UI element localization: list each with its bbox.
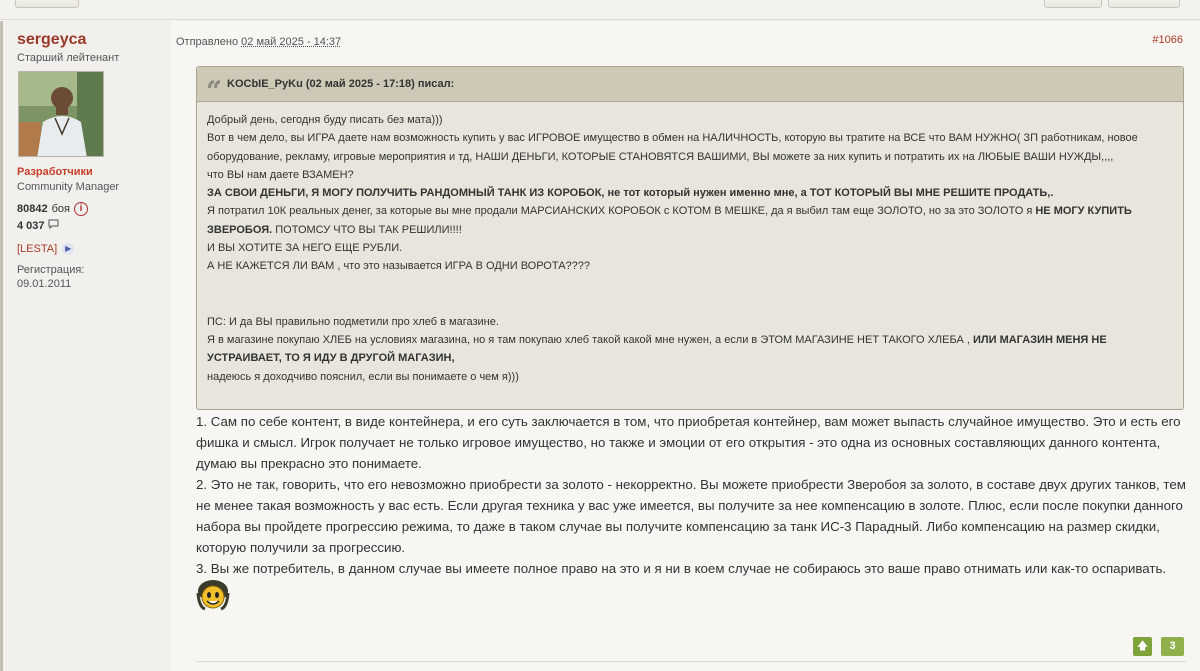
top-quote-button[interactable]	[1044, 0, 1102, 8]
quote-text: Я потратил 10К реальных денег, за которые вы мне продали МАРСИАНСКИХ КОРОБОК с КОТОМ В МЕШКЕ, да я выбил там еще ЗОЛОТО, но за это ЗОЛОТО я	[207, 205, 1036, 218]
comment-icon	[48, 219, 59, 229]
quote-text: Я в магазине покупаю ХЛЕБ на условиях магазина, но я там покупаю хлеб такой какой мне нужен, а если в ЭТОМ МАГАЗИНЕ НЕТ ТАКОГО ХЛЕБА ,	[207, 333, 973, 346]
info-icon[interactable]: i	[74, 202, 88, 216]
author-group: Разработчики	[17, 166, 93, 178]
battles-label: боя	[51, 203, 70, 215]
quote-bold-text: НЕ МОГУ КУПИТЬ ЗВЕРОБОЯ.	[207, 205, 1132, 236]
quote-line: что ВЫ нам даете ВЗАМЕН?	[207, 168, 354, 181]
quote-header	[197, 67, 1183, 102]
quote-line: Вот в чем дело, вы ИГРА даете нам возможность купить у вас ИГРОВОЕ имущество в обмен на НАЛИЧНОСТЬ, которую вы тратите на ВСЕ что ВАМ НУЖНО( ЗП работникам, новое оборудование, рекламу, игровые мероприятия и тд, НАШИ ДЕНЬГИ, КОТОРЫЕ СТАНОВЯТСЯ ВАШИМИ, ВЫ можете за них купить и потратить их на ЛЮБЫЕ ВАШИ НУЖДЫ,,,,	[207, 132, 1138, 163]
quote-line: Добрый день, сегодня буду писать без мата)))	[207, 114, 443, 126]
avatar[interactable]	[18, 71, 104, 157]
arrow-up-icon: 🡅	[1136, 640, 1149, 652]
top-reply-button[interactable]	[1108, 0, 1180, 8]
author-role: Community Manager	[17, 181, 120, 193]
author-battles	[17, 202, 88, 216]
quote-body	[197, 102, 1183, 395]
reputation-button[interactable]: 3	[1161, 637, 1184, 656]
quote-text: ПОТОМСУ ЧТО ВЫ ТАК РЕШИЛИ!!!!	[272, 223, 462, 236]
quote-line	[207, 202, 1173, 239]
quote-line	[207, 331, 1173, 368]
sent-date[interactable]: 02 май 2025 - 14:37	[241, 36, 342, 48]
quote-icon	[207, 78, 221, 90]
quote-line: надеюсь я доходчиво пояснил, если вы понимаете о чем я)))	[207, 370, 519, 383]
top-toolbar-strip	[0, 0, 1200, 20]
author-rank: Старший лейтенант	[17, 52, 120, 64]
author-posts	[17, 219, 59, 232]
quote-line: ПС: И да ВЫ правильно подметили про хлеб в магазине.	[207, 315, 499, 328]
posts-count: 4 037	[17, 220, 45, 232]
forum-post	[0, 21, 1200, 671]
post-divider	[196, 661, 1186, 662]
post-number[interactable]: #1066	[1152, 34, 1183, 46]
reply-paragraph: 2. Это не так, говорить, что его невозможно приобрести за золото - некорректно. Вы можете приобрести Зверобоя за золото, в составе двух других танков, тем не менее такая возможность у вас есть. Если другая техника у вас уже имеется, вы получите за нее компенсацию в золоте. Плюс, если после покупки данного набора вы пройдете прогрессию режима, то даже в таком случае вы получите компенсацию за танк ИС-3 Парадный. Либо компенсацию на размер скидки, которую получили за прогрессию.	[196, 477, 1186, 555]
sent-prefix: Отправлено	[176, 36, 239, 48]
clan-tag[interactable]: [LESTA]	[17, 243, 58, 255]
quote-bold-text: ИЛИ МАГАЗИН МЕНЯ НЕ УСТРАИВАЕТ, ТО Я ИДУ В ДРУГОЙ МАГАЗИН,	[207, 333, 1107, 365]
quote-line: И ВЫ ХОТИТЕ ЗА НЕГО ЕЩЕ РУБЛИ.	[207, 242, 403, 255]
arrow-right-icon[interactable]: ▶	[62, 243, 74, 255]
reply-paragraph: 3. Вы же потребитель, в данном случае вы имеете полное право на это и я ни в коем случае не собираюсь это ваше право отнимать или как-то оспаривать.	[196, 561, 1167, 576]
scroll-top-button[interactable]	[1133, 637, 1152, 656]
registration-label: Регистрация:	[17, 264, 85, 276]
top-left-button[interactable]	[15, 0, 79, 8]
avatar-image	[19, 72, 104, 157]
author-username[interactable]: sergeyca	[17, 31, 87, 48]
author-sidebar	[1, 21, 171, 671]
quote-spacer	[207, 276, 1173, 313]
reply-text	[196, 411, 1186, 579]
quote-block	[196, 66, 1184, 410]
battles-count: 80842	[17, 203, 48, 215]
author-clan[interactable]	[17, 243, 74, 255]
quote-line: ЗА СВОИ ДЕНЬГИ, Я МОГУ ПОЛУЧИТЬ РАНДОМНЫЙ ТАНК ИЗ КОРОБОК, не тот который нужен именно мне, а ТОТ КОТОРЫЙ ВЫ МНЕ РЕШИТЕ ПРОДАТЬ,.	[207, 187, 1054, 200]
post-date	[176, 36, 341, 48]
quote-author[interactable]: KOCbIE_PyKu (02 май 2025 - 17:18) писал:	[227, 78, 455, 90]
quote-line: А НЕ КАЖЕТСЯ ЛИ ВАМ , что это называется ИГРА В ОДНИ ВОРОТА????	[207, 260, 591, 273]
smiley-icon	[195, 577, 231, 613]
reply-paragraph: 1. Сам по себе контент, в виде контейнера, и его суть заключается в том, что приобретая контейнер, вам может выпасть случайное имущество. Это и есть его фишка и смысл. Игрок получает не только игровое имущество, но также и эмоции от его открытия - это одна из основных составляющих данного контента, думаю вы прекрасно это понимаете.	[196, 414, 1181, 471]
registration-date: 09.01.2011	[17, 278, 72, 290]
